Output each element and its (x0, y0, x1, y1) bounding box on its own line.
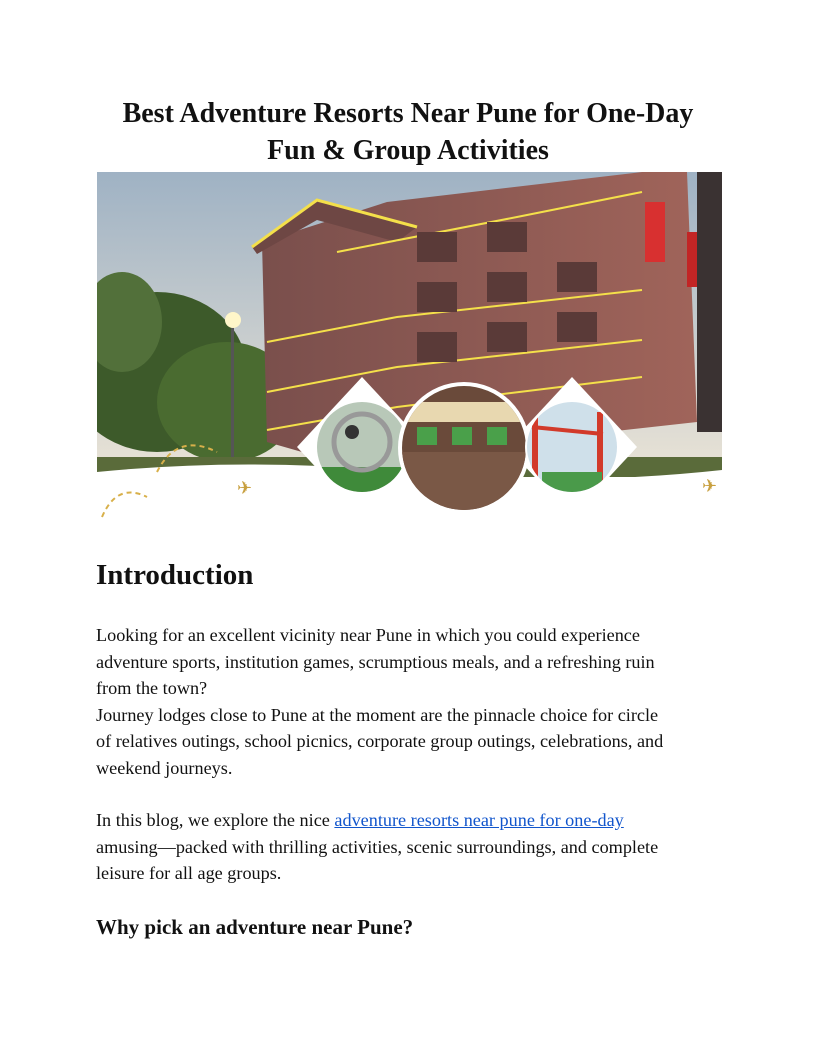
intro-p1-line-4: Journey lodges close to Pune at the moment are the pinnacle choice for circle (96, 704, 659, 725)
intro-paragraph-1 (96, 622, 726, 781)
svg-text:✈: ✈ (702, 476, 718, 497)
intro-p1-line-5: of relatives outings, school picnics, corporate group outings, celebrations, and (96, 731, 664, 751)
title-line-1: Best Adventure Resorts Near Pune for One-Day (122, 98, 694, 129)
svg-text:✈: ✈ (237, 478, 253, 499)
document-title (96, 95, 720, 169)
introduction-heading: Introduction (96, 559, 254, 591)
intro-paragraph-2 (96, 807, 726, 887)
adventure-resorts-link[interactable]: adventure resorts near pune for one-day (334, 810, 624, 830)
intro-p1-line-3: from the town? (96, 678, 208, 698)
intro-p2-line-2: amusing—packed with thrilling activities, scenic surroundings, and complete (96, 836, 659, 857)
title-line-2: Fun & Group Activities (267, 135, 549, 166)
why-pick-heading: Why pick an adventure near Pune? (96, 915, 414, 939)
intro-p2-text-before-link: In this blog, we explore the nice (96, 810, 335, 830)
intro-p1-line-2: adventure sports, institution games, scrumptious meals, and a refreshing ruin (96, 651, 655, 672)
resort-hero-image (97, 172, 722, 520)
intro-p1-line-6: weekend journeys. (96, 757, 233, 778)
intro-p1-line-1: Looking for an excellent vicinity near Pune in which you could experience (96, 625, 640, 645)
intro-p2-line-3: leisure for all age groups. (96, 863, 282, 883)
